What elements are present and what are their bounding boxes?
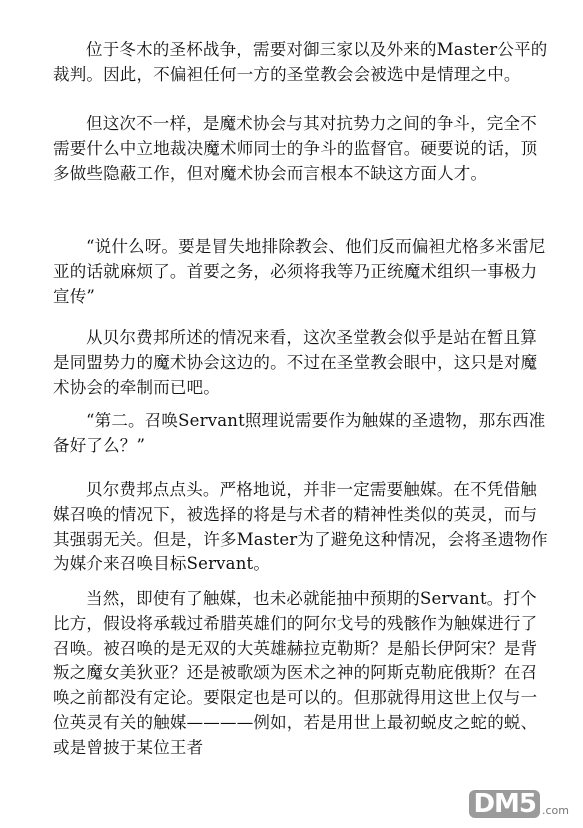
watermark-domain-suffix: .com	[542, 804, 569, 817]
paragraph-3: “说什么呀。要是冒失地排除教会、他们反而偏袒尤格多米雷尼亚的话就麻烦了。首要之务，必须将我等乃正统魔术组织一事极力宣传”	[53, 237, 546, 306]
paragraph-4: 从贝尔费邦所述的情况来看，这次圣堂教会似乎是站在暂且算是同盟势力的魔术协会这边的。不过在圣堂教会眼中，这只是对魔术协会的牵制而已吧。	[53, 328, 538, 397]
paragraph-6: 贝尔费邦点点头。严格地说，并非一定需要触媒。在不凭借触媒召唤的情况下，被选择的将是与术者的精神性类似的英灵，而与其强弱无关。但是，许多Master为了避免这种情况，会将圣遗物作为媒介来召唤目标Servant。	[53, 480, 548, 574]
site-watermark	[469, 790, 569, 818]
watermark-logo: DM5	[469, 790, 540, 818]
paragraph-1: 位于冬木的圣杯战争，需要对御三家以及外来的Master公平的裁判。因此，不偏袒任何一方的圣堂教会会被选中是情理之中。	[53, 40, 548, 84]
paragraph-5: “第二。召唤Servant照理说需要作为触媒的圣遗物，那东西准备好了么？”	[53, 411, 546, 455]
paragraph-2: 但这次不一样，是魔术协会与其对抗势力之间的争斗，完全不需要什么中立地裁决魔术师同士的争斗的监督官。硬要说的话，顶多做些隐蔽工作，但对魔术协会而言根本不缺这方面人才。	[53, 114, 538, 183]
paragraph-7: 当然，即使有了触媒，也未必就能抽中预期的Servant。打个比方，假设将承载过希腊英雄们的阿尔戈号的残骸作为触媒进行了召唤。被召唤的是无双的大英雄赫拉克勒斯？是船长伊阿宋？是背叛之魔女美狄亚？还是被歌颂为医术之神的阿斯克勒庇俄斯？在召唤之前都没有定论。要限定也是可以的。但那就得用这世上仅与一位英灵有关的触媒————例如，若是用世上最初蜕皮之蛇的蜕、或是曾披于某位王者	[53, 589, 538, 757]
